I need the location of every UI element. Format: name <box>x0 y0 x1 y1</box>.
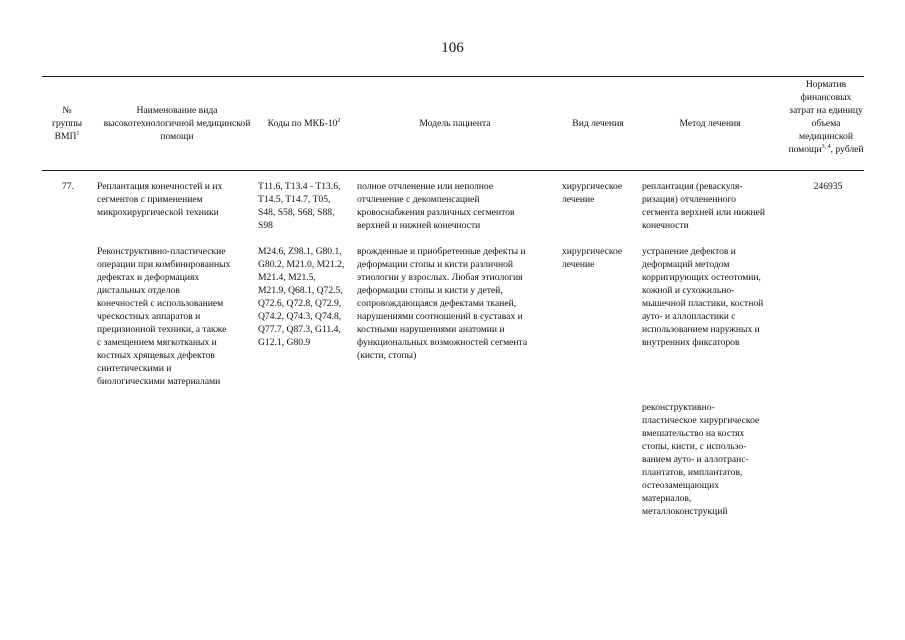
row-block2-model: врожденные и приобретенные дефекты и деформации стопы и кисти различной этиологии у взрослых. Любая этиология деформации стопы и кисти у детей, сопровождающаяся дефектами тканей, нарушениями соотношений в суставах и костными нарушениями анатомии и функциональных возможностей сегмента (кисти, стопы) <box>357 246 528 361</box>
header-icd-codes: Коды по МКБ-$10^2$ <box>267 117 341 129</box>
header-vmp-label: ВМП$^1$ <box>54 130 80 142</box>
header-treatment-method: Метод лечения <box>679 118 741 129</box>
header-footnote-1: 1 <box>76 130 80 137</box>
header-cost-norm: Норматив финансовых затрат на единицу объема медицинской помощи$^{3, 4}$, рублей <box>788 79 864 155</box>
header-number-sign: № <box>62 105 72 116</box>
row-block1-codes: T11.6, T13.4 - T13.6, T14.5, T14.7, T05, S48, S58, S68, S88, S98 <box>258 181 341 231</box>
row-block1-model: полное отчленение или неполное отчленение с декомпенсацией кровоснабжения различных сегментов верхней и нижней конечности <box>357 181 515 231</box>
row-block1-treatment: хирургическое лечение <box>562 181 623 205</box>
row-block2-method-2: реконструктивно- пластическое хирургическое вмешательство на костях стопы, кисти, с использо- ванием ауто- и аллотранс- плантатов, имплантатов, остеозамещающих материалов, металлоконструкций <box>642 402 760 517</box>
row-block1-method: реплантация (реваскуля- ризация) отчлененного сегмента верхней или нижней конечности <box>642 181 765 231</box>
table-header-rule <box>42 170 864 171</box>
row-block1-name: Реплантация конечностей и их сегментов с применением микрохирургической техники <box>97 181 223 218</box>
page-number: 106 <box>441 40 464 56</box>
table-top-rule <box>42 76 864 77</box>
header-treatment-type: Вид лечения <box>572 118 624 129</box>
row-block2-codes: M24.6, Z98.1, G80.1, G80.2, M21.0, M21.2, M21.4, M21.5, M21.9, Q68.1, Q72.5, Q72.6, Q72.8, Q72.9, Q74.2, Q74.3, Q74.8, Q77.7, Q87.3, G11.4, G12.1, G80.9 <box>258 246 345 348</box>
row-block2-name: Реконструктивно-пластические операции при комбинированных дефектах и деформациях дистальных отделов конечностей с использованием чрескостных аппаратов и прецизионной техники, а также с замещением мягкотканых и костных хрящевых дефектов синтетическими и биологическими материалами <box>97 246 231 387</box>
row-cost: 246935 <box>813 181 843 192</box>
header-group-label: группы <box>51 118 83 129</box>
row-group-number: 77. <box>62 181 74 192</box>
header-footnote-3-4: 3, 4 <box>821 143 831 150</box>
header-footnote-2: 2 <box>337 117 341 124</box>
row-block2-method: устранение дефектов и деформаций методом корригирующих остеотомии, кожной и сухожильно- мышечной пластики, костной ауто- и аллопластики с использованием наружных и внутренних фиксаторов <box>642 246 764 348</box>
header-name: Наименование вида высокотехнологичной медицинской помощи <box>103 105 251 142</box>
header-patient-model: Модель пациента <box>419 118 491 129</box>
header-group-number <box>42 104 92 143</box>
row-block2-treatment: хирургическое лечение <box>562 246 623 270</box>
